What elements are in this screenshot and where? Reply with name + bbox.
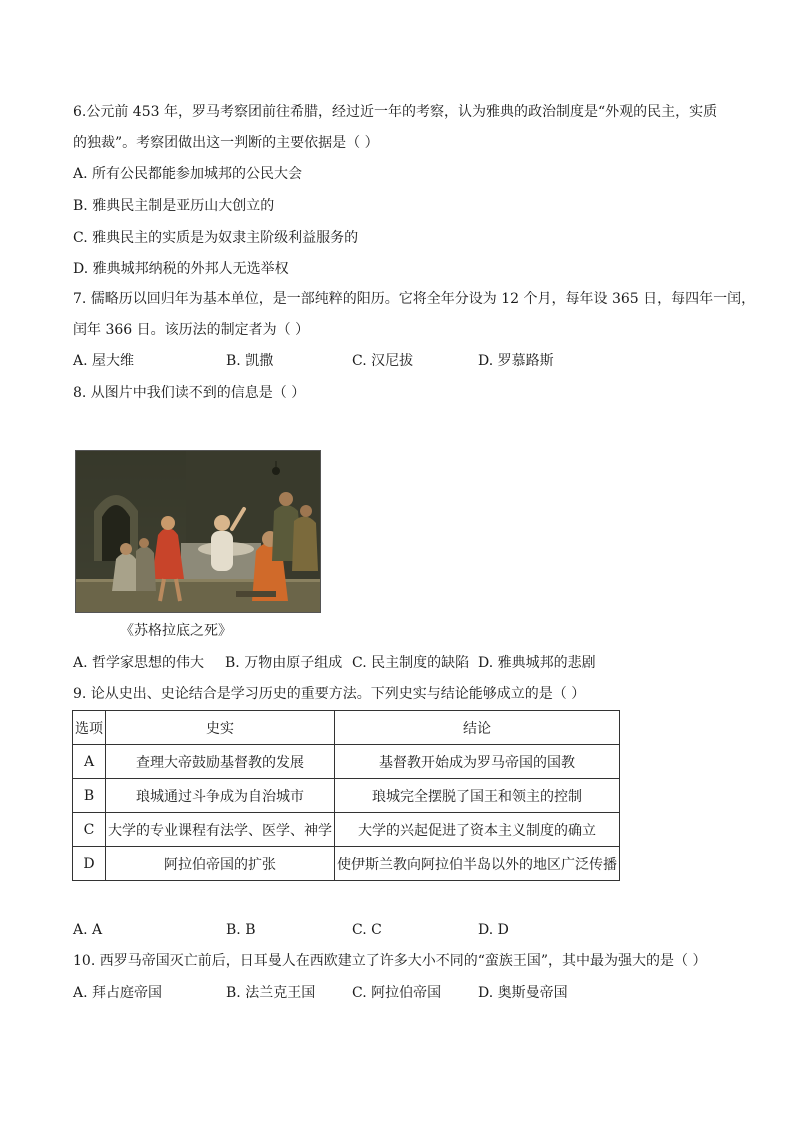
table-cell: 大学的兴起促进了资本主义制度的确立 — [335, 813, 620, 847]
table-row — [73, 779, 620, 813]
table-cell: 阿拉伯帝国的扩张 — [106, 847, 335, 881]
table-cell: 琅城通过斗争成为自治城市 — [106, 779, 335, 813]
death-of-socrates-painting — [75, 450, 321, 613]
q6-option-b: B. 雅典民主制是亚历山大创立的 — [73, 198, 275, 214]
q9-option-b: B. B — [226, 922, 256, 938]
q6-stem-line2: 的独裁”。考察团做出这一判断的主要依据是（ ） — [73, 135, 379, 151]
table-row — [73, 813, 620, 847]
table-row — [73, 745, 620, 779]
q7-options — [73, 351, 554, 371]
table-cell: 琅城完全摆脱了国王和领主的控制 — [335, 779, 620, 813]
table-cell: D — [73, 847, 106, 881]
q7-option-d: D. 罗慕路斯 — [478, 353, 554, 369]
q10-option-b: B. 法兰克王国 — [226, 985, 316, 1001]
q9-option-d: D. D — [478, 922, 509, 938]
q8-option-d: D. 雅典城邦的悲剧 — [478, 655, 596, 671]
table-row — [73, 847, 620, 881]
q7-option-b: B. 凯撒 — [226, 353, 274, 369]
table-cell: 使伊斯兰教向阿拉伯半岛以外的地区广泛传播 — [335, 847, 620, 881]
table-header-row — [73, 711, 620, 745]
q6-option-d: D. 雅典城邦纳税的外邦人无选举权 — [73, 261, 289, 277]
q9-table — [72, 710, 620, 881]
q9-stem: 9. 论从史出、史论结合是学习历史的重要方法。下列史实与结论能够成立的是（ ） — [73, 686, 586, 702]
q8-option-a: A. 哲学家思想的伟大 — [73, 655, 205, 671]
q8-option-c: C. 民主制度的缺陷 — [352, 655, 470, 671]
q7-stem-line1: 7. 儒略历以回归年为基本单位，是一部纯粹的阳历。它将全年分设为 12 个月，每年设 365 日，每四年一闰， — [73, 291, 756, 307]
q6-option-c: C. 雅典民主的实质是为奴隶主阶级利益服务的 — [73, 230, 359, 246]
q10-stem: 10. 西罗马帝国灭亡前后，日耳曼人在西欧建立了许多大小不同的“蛮族王国”，其中最为强大的是（ ） — [73, 953, 707, 969]
table-header-cell: 选项 — [73, 711, 106, 745]
table-cell: A — [73, 745, 106, 779]
q7-option-c: C. 汉尼拔 — [352, 353, 414, 369]
q10-options — [73, 983, 568, 1003]
painting-caption: 《苏格拉底之死》 — [120, 623, 232, 639]
q8-stem: 8. 从图片中我们读不到的信息是（ ） — [73, 385, 306, 401]
q10-option-c: C. 阿拉伯帝国 — [352, 985, 442, 1001]
q6-stem-line1: 6.公元前 453 年，罗马考察团前往希腊，经过近一年的考察，认为雅典的政治制度是“外观的民主，实质 — [73, 104, 718, 120]
table-header-cell: 结论 — [335, 711, 620, 745]
q7-option-a: A. 屋大维 — [73, 353, 135, 369]
q8-option-b: B. 万物由原子组成 — [225, 655, 343, 671]
table-cell: 查理大帝鼓励基督教的发展 — [106, 745, 335, 779]
q10-option-a: A. 拜占庭帝国 — [73, 985, 163, 1001]
q8-options — [73, 653, 596, 673]
q9-option-c: C. C — [352, 922, 382, 938]
q10-option-d: D. 奥斯曼帝国 — [478, 985, 568, 1001]
q7-stem-line2: 闰年 366 日。该历法的制定者为（ ） — [73, 322, 310, 338]
table-cell: B — [73, 779, 106, 813]
q6-option-a: A. 所有公民都能参加城邦的公民大会 — [73, 166, 303, 182]
q9-options — [73, 920, 509, 940]
table-cell: 基督教开始成为罗马帝国的国教 — [335, 745, 620, 779]
table-cell: 大学的专业课程有法学、医学、神学 — [106, 813, 335, 847]
q9-option-a: A. A — [73, 922, 103, 938]
table-cell: C — [73, 813, 106, 847]
table-header-cell: 史实 — [106, 711, 335, 745]
